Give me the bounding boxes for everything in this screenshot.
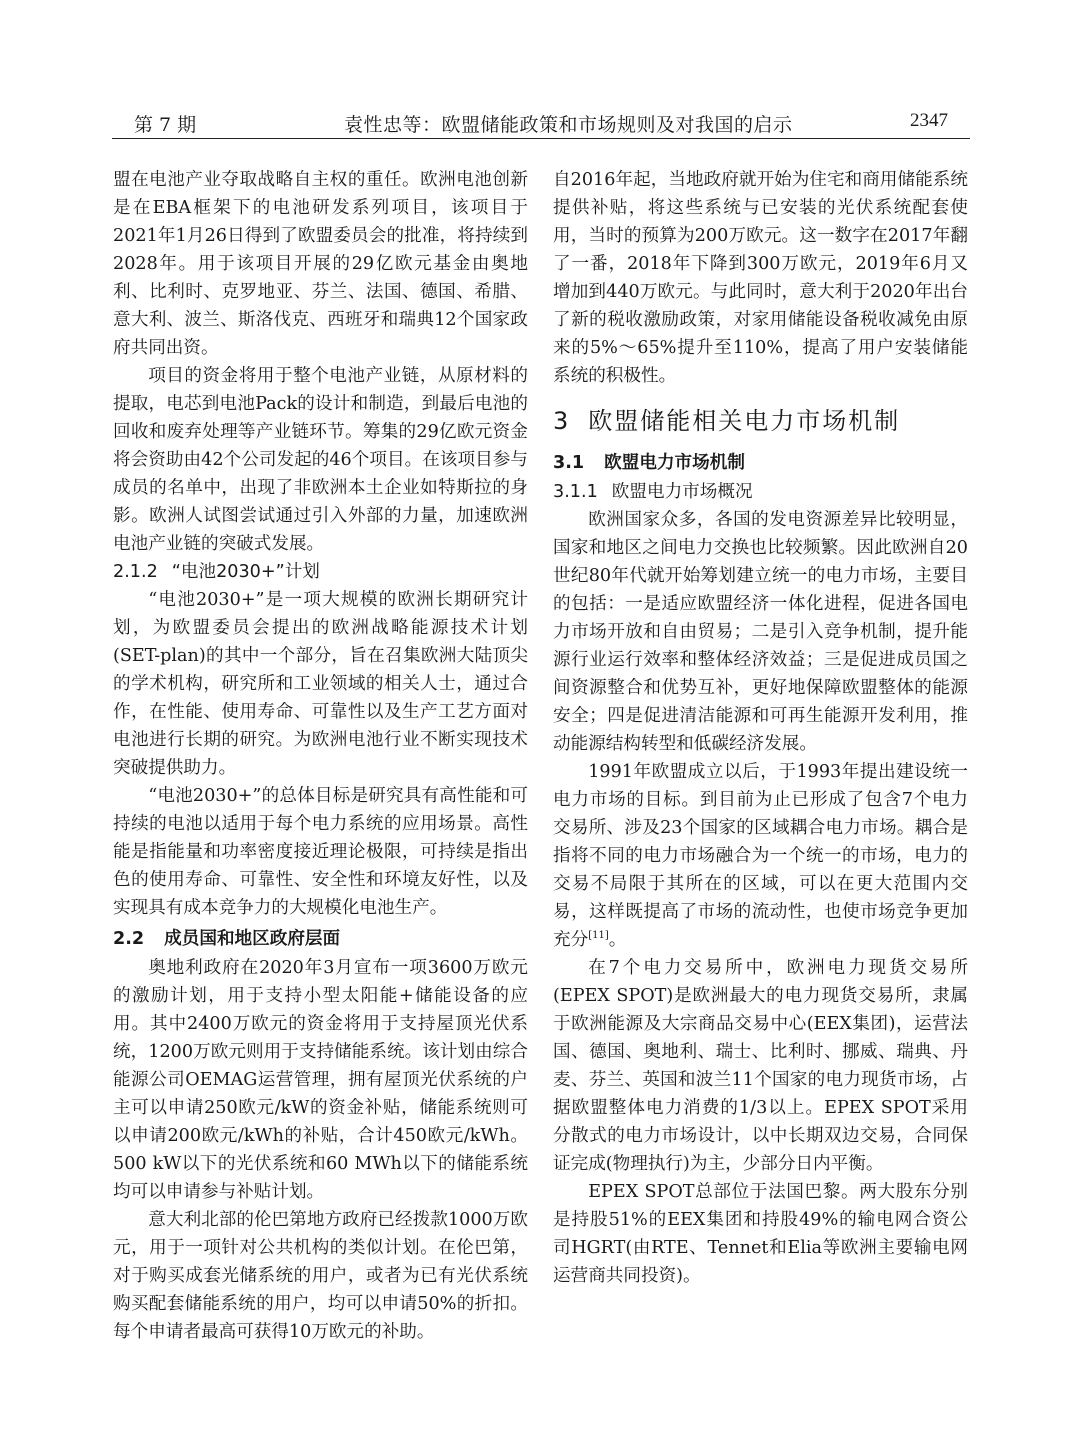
running-title: 袁性忠等：欧盟储能政策和市场规则及对我国的启示	[344, 114, 793, 136]
right-column	[553, 166, 968, 1290]
citation-ref[interactable]: [11]	[588, 930, 609, 942]
section-number: 3	[553, 407, 569, 435]
section-number: 2.1.2	[113, 562, 158, 582]
section-title: 欧盟电力市场概况	[611, 482, 753, 502]
section-title: 欧盟储能相关电力市场机制	[588, 407, 901, 435]
section-title: 欧盟电力市场机制	[604, 453, 745, 473]
paragraph: “电池2030+”的总体目标是研究具有高性能和可持续的电池以适用于每个电力系统的应用场景。高性能是指能量和功率密度接近理论极限，可持续是指出色的使用寿命、可靠性、安全性和环境友好性，以及实现具有成本竞争力的大规模化电池生产。	[113, 786, 528, 918]
section-heading-2-2	[113, 924, 528, 954]
section-number: 3.1.1	[553, 482, 598, 502]
paragraph: 项目的资金将用于整个电池产业链，从原材料的提取，电芯到电池Pack的设计和制造，到最后电池的回收和废弃处理等产业链环节。筹集的29亿欧元资金将会资助由42个公司发起的46个项目。在该项目参与成员的名单中，出现了非欧洲本土企业如特斯拉的身影。欧洲人试图尝试通过引入外部的力量，加速欧洲电池产业链的突破式发展。	[113, 366, 528, 554]
paragraph-text: 1991年欧盟成立以后，于1993年提出建设统一电力市场的目标。到目前为止已形成了包含7个电力交易所、涉及23个国家的区域耦合电力市场。耦合是指将不同的电力市场融合为一个统一的市场，电力的交易不局限于其所在的区域，可以在更大范围内交易，这样既提高了市场的流动性，也使市场竞争更加充分	[553, 762, 968, 950]
paragraph: 奥地利政府在2020年3月宣布一项3600万欧元的激励计划，用于支持小型太阳能+储能设备的应用。其中2400万欧元的资金将用于支持屋顶光伏系统，1200万欧元则用于支持储能系统。该计划由综合能源公司OEMAG运营管理，拥有屋顶光伏系统的户主可以申请250欧元/kW的资金补贴，储能系统则可以申请200欧元/kWh的补贴，合计450欧元/kWh。500 kW以下的光伏系统和60 MWh以下的储能系统均可以申请参与补贴计划。	[113, 958, 528, 1202]
paragraph: 意大利北部的伦巴第地方政府已经拨款1000万欧元，用于一项针对公共机构的类似计划。在伦巴第，对于购买成套光储系统的用户，或者为已有光伏系统购买配套储能系统的用户，均可以申请50%的折扣。每个申请者最高可获得10万欧元的补助。	[113, 1210, 528, 1342]
section-heading-2-1-2	[113, 558, 528, 586]
paragraph: 自2016年起，当地政府就开始为住宅和商用储能系统提供补贴，将这些系统与已安装的光伏系统配套使用，当时的预算为200万欧元。这一数字在2017年翻了一番，2018年下降到300万欧元，2019年6月又增加到440万欧元。与此同时，意大利于2020年出台了新的税收激励政策，对家用储能设备税收减免由原来的5%～65%提升至110%，提高了用户安装储能系统的积极性。	[553, 170, 968, 386]
paragraph: 盟在电池产业夺取战略自主权的重任。欧洲电池创新是在EBA框架下的电池研发系列项目，该项目于2021年1月26日得到了欧盟委员会的批准，将持续到2028年。用于该项目开展的29亿欧元基金由奥地利、比利时、克罗地亚、芬兰、法国、德国、希腊、意大利、波兰、斯洛伐克、西班牙和瑞典12个国家政府共同出资。	[113, 170, 528, 358]
section-heading-3	[553, 404, 968, 438]
section-title: “电池2030+”计划	[171, 562, 320, 582]
left-column	[113, 166, 528, 1346]
paragraph: EPEX SPOT总部位于法国巴黎。两大股东分别是持股51%的EEX集团和持股49%的输电网合资公司HGRT(由RTE、Tennet和Elia等欧洲主要输电网运营商共同投资)。	[553, 1182, 968, 1286]
page-number: 2347	[910, 110, 948, 131]
paragraph: “电池2030+”是一项大规模的欧洲长期研究计划，为欧盟委员会提出的欧洲战略能源技术计划(SET-plan)的其中一个部分，旨在召集欧洲大陆顶尖的学术机构，研究所和工业领域的相关人士，通过合作，在性能、使用寿命、可靠性以及生产工艺方面对电池进行长期的研究。为欧洲电池行业不断实现技术突破提供助力。	[113, 590, 528, 778]
running-header	[112, 106, 970, 139]
section-number: 2.2	[113, 929, 145, 949]
paragraph	[553, 758, 968, 954]
paragraph-end: 。	[608, 930, 627, 950]
section-title: 成员国和地区政府层面	[164, 929, 341, 949]
section-heading-3-1-1	[553, 478, 968, 506]
paragraph: 欧洲国家众多，各国的发电资源差异比较明显，国家和地区之间电力交换也比较频繁。因此欧洲自20世纪80年代就开始筹划建立统一的电力市场，主要目的包括：一是适应欧盟经济一体化进程，促进各国电力市场开放和自由贸易；二是引入竞争机制，提升能源行业运行效率和整体经济效益；三是促进成员国之间资源整合和优势互补，更好地保障欧盟整体的能源安全；四是促进清洁能源和可再生能源开发利用，推动能源结构转型和低碳经济发展。	[553, 510, 968, 754]
paragraph: 在7个电力交易所中，欧洲电力现货交易所(EPEX SPOT)是欧洲最大的电力现货交易所，隶属于欧洲能源及大宗商品交易中心(EEX集团)，运营法国、德国、奥地利、瑞士、比利时、挪威、瑞典、丹麦、芬兰、英国和波兰11个国家的电力现货市场，占据欧盟整体电力消费的1/3以上。EPEX SPOT采用分散式的电力市场设计，以中长期双边交易，合同保证完成(物理执行)为主，少部分日内平衡。	[553, 958, 968, 1174]
issue-number: 第 7 期	[134, 114, 197, 136]
section-heading-3-1	[553, 448, 968, 478]
section-number: 3.1	[553, 453, 585, 473]
